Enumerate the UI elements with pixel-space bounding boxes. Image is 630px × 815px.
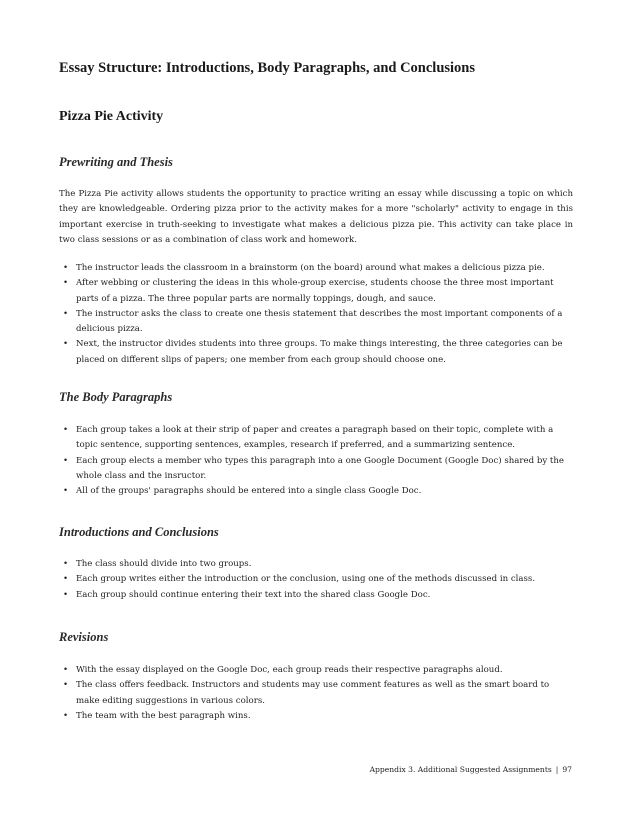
intro-paragraph: The Pizza Pie activity allows students the opportunity to practice writing an essay while discussing a topic on which they are knowledgeable. Ordering pizza prior to the activity makes for a more "scholarly" activity to engage in this important exercise in truth-seeking to investigate what makes a delicious pizza pie. This activity can take place in two class sessions or as a combination of class work and homework. xyxy=(59,189,573,245)
page-number: 97 xyxy=(562,765,572,774)
list-item: • The team with the best paragraph wins. xyxy=(59,709,573,724)
list-item: • After webbing or clustering the ideas in this whole-group exercise, students choose the three most important parts of a pizza. The three popular parts are normally toppings, dough, and sauce. xyxy=(59,276,573,307)
prewriting-list xyxy=(59,261,573,368)
activity-title: Pizza Pie Activity xyxy=(59,109,164,124)
heading-revisions: Revisions xyxy=(59,630,109,644)
heading-body-paragraphs: The Body Paragraphs xyxy=(59,390,173,404)
document-title: Essay Structure: Introductions, Body Paragraphs, and Conclusions xyxy=(59,60,476,76)
list-item: • The instructor asks the class to create one thesis statement that describes the most important components of a delicious pizza. xyxy=(59,307,573,338)
list-item: • Each group takes a look at their strip of paper and creates a paragraph based on their topic, complete with a topic sentence, supporting sentences, examples, research if preferred, and a summarizing sentence. xyxy=(59,423,573,454)
list-item: • Each group elects a member who types this paragraph into a one Google Document (Google Doc) shared by the whole class and the insructor. xyxy=(59,454,573,485)
revisions-list xyxy=(59,663,573,724)
body-list xyxy=(59,423,573,499)
heading-prewriting: Prewriting and Thesis xyxy=(59,155,173,169)
list-item: • The instructor leads the classroom in a brainstorm (on the board) around what makes a delicious pizza pie. xyxy=(59,261,573,276)
list-item: • Each group should continue entering their text into the shared class Google Doc. xyxy=(59,588,573,603)
list-item: • All of the groups' paragraphs should be entered into a single class Google Doc. xyxy=(59,484,573,499)
list-item: • Each group writes either the introduction or the conclusion, using one of the methods discussed in class. xyxy=(59,572,573,587)
list-item: • The class should divide into two groups. xyxy=(59,557,573,572)
page-footer xyxy=(300,765,572,774)
list-item: • The class offers feedback. Instructors and students may use comment features as well as the smart board to make editing suggestions in various colors. xyxy=(59,678,573,709)
intro-conclusion-list xyxy=(59,557,573,603)
footer-separator: | xyxy=(555,765,559,774)
list-item: • With the essay displayed on the Google Doc, each group reads their respective paragraphs aloud. xyxy=(59,663,573,678)
list-item: • Next, the instructor divides students into three groups. To make things interesting, the three categories can be placed on different slips of papers; one member from each group should choose one. xyxy=(59,337,573,368)
heading-intro-conclusions: Introductions and Conclusions xyxy=(59,525,219,539)
footer-appendix: Appendix 3. Additional Suggested Assignments xyxy=(369,765,552,774)
